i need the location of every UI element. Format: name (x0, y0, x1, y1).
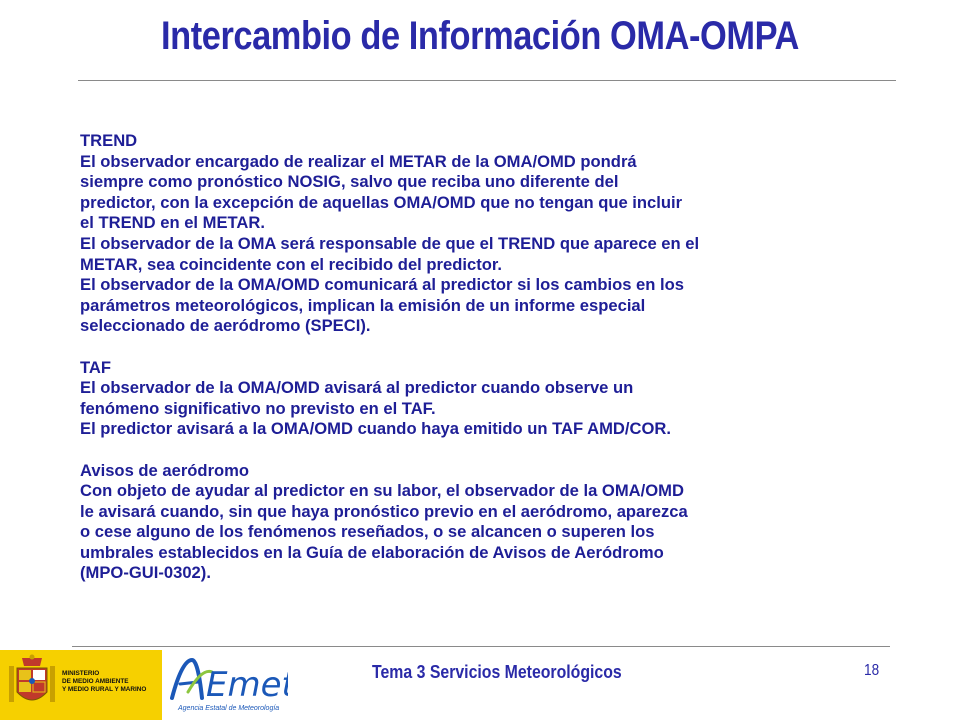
page-number: 18 (864, 662, 880, 679)
footer-divider (72, 646, 890, 647)
ministry-logo (0, 650, 162, 720)
section-heading-trend: TREND (80, 131, 138, 150)
body-line: seleccionado de aeródromo (SPECI). (80, 316, 371, 336)
body-line: el TREND en el METAR. (80, 213, 266, 233)
ministry-name: MINISTERIO DE MEDIO AMBIENTE Y MEDIO RURAL Y MARINO (62, 670, 147, 693)
body-line: siempre como pronóstico NOSIG, salvo que reciba uno diferente del (80, 172, 619, 192)
title-divider (78, 80, 896, 81)
section-heading-taf: TAF (80, 357, 112, 377)
slide-title: Intercambio de Información OMA-OMPA (161, 14, 799, 58)
paragraph-spacer (80, 337, 880, 358)
slide-body (80, 131, 880, 584)
aemet-wordmark-icon (168, 652, 288, 704)
body-line: El observador encargado de realizar el METAR de la OMA/OMD pondrá (80, 151, 637, 171)
paragraph-spacer (80, 440, 880, 461)
footer-title: Tema 3 Servicios Meteorológicos (372, 662, 622, 682)
body-line: umbrales establecidos en la Guía de elaboración de Avisos de Aeródromo (80, 542, 664, 562)
body-line: El observador de la OMA será responsable de que el TREND que aparece en el (80, 233, 700, 253)
body-line: parámetros meteorológicos, implican la emisión de un informe especial (80, 295, 646, 315)
body-line: (MPO-GUI-0302). (80, 563, 211, 583)
body-line: El observador de la OMA/OMD avisará al predictor cuando observe un (80, 378, 634, 398)
body-line: o cese alguno de los fenómenos reseñados, o se alcancen o superen los (80, 522, 655, 542)
aemet-logo (168, 652, 288, 718)
body-line: le avisará cuando, sin que haya pronóstico previo en el aeródromo, aparezca (80, 501, 688, 521)
body-line: Con objeto de ayudar al predictor en su labor, el observador de la OMA/OMD (80, 481, 684, 501)
body-line: fenómeno significativo no previsto en el TAF. (80, 398, 436, 418)
svg-text:Emet: Emet (206, 665, 288, 704)
aemet-subtitle: Agencia Estatal de Meteorología (178, 705, 280, 712)
body-line: predictor, con la excepción de aquellas OMA/OMD que no tengan que incluir (80, 192, 683, 212)
section-heading-avisos: Avisos de aeródromo (80, 460, 250, 480)
body-line: El predictor avisará a la OMA/OMD cuando haya emitido un TAF AMD/COR. (80, 419, 672, 439)
coat-of-arms-icon (6, 654, 58, 716)
body-line: El observador de la OMA/OMD comunicará al predictor si los cambios en los (80, 275, 684, 295)
body-line: METAR, sea coincidente con el recibido del predictor. (80, 254, 503, 274)
